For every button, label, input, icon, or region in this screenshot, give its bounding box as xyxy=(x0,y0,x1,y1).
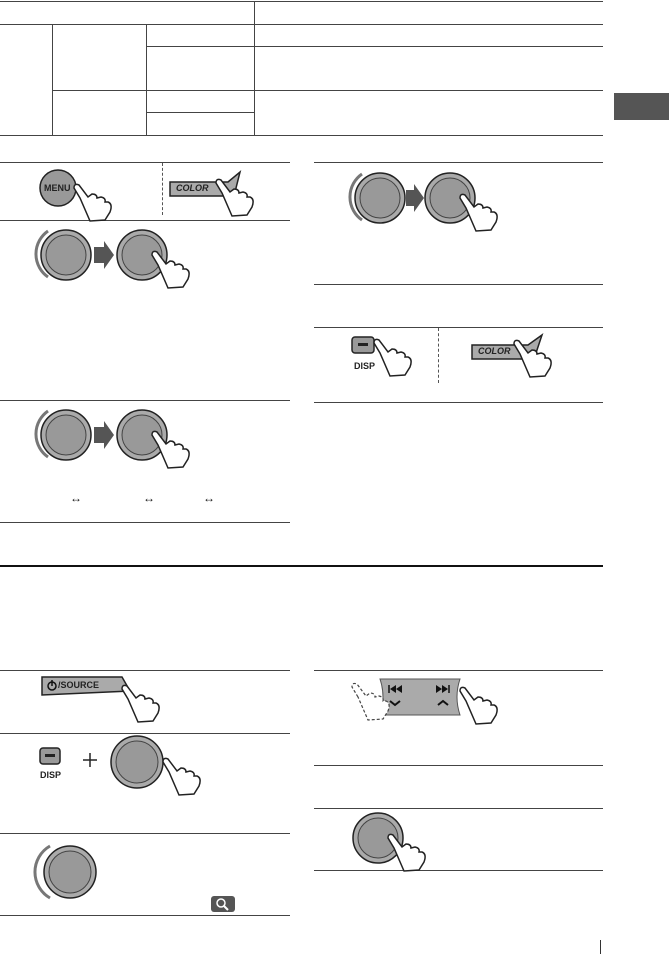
double-arrow-icon: ↔ xyxy=(203,491,215,505)
control-dial-icon xyxy=(40,840,110,905)
skip-buttons-icon xyxy=(350,675,500,725)
page-number-bar xyxy=(600,940,601,954)
color-button-label: COLOR xyxy=(176,183,209,193)
menu-button-label: MENU xyxy=(44,183,71,193)
disp-button-icon xyxy=(350,333,420,378)
section-divider xyxy=(0,565,603,567)
control-dial-icon xyxy=(36,225,186,285)
color-button-label: COLOR xyxy=(478,346,511,356)
disp-button-icon xyxy=(38,740,208,800)
control-dial-icon xyxy=(36,405,186,465)
disp-button-label: DISP xyxy=(40,770,62,780)
language-tab xyxy=(614,93,669,120)
control-dial-icon xyxy=(350,168,500,228)
hand-press-icon xyxy=(70,180,120,225)
double-arrow-icon: ↔ xyxy=(70,491,82,505)
source-button-label: /SOURCE xyxy=(58,680,100,690)
hand-press-icon xyxy=(510,336,560,381)
disp-button-label: DISP xyxy=(354,361,376,371)
magnifier-icon xyxy=(210,895,236,913)
hand-press-icon xyxy=(212,175,262,220)
control-dial-icon xyxy=(350,812,460,868)
double-arrow-icon: ↔ xyxy=(143,491,155,505)
